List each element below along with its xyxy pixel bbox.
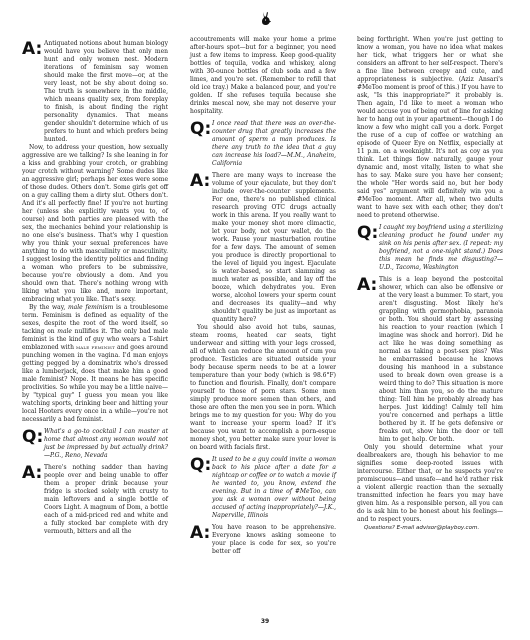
paragraph: You should also avoid hot tubs, saunas, steam rooms, heated car seats, tight underwear and sitting with your legs crossed, all of which can reduce the amount of cum you produce. Testicles are situated outside your body because sperm needs to be at a lower temperature than your body (which is 98.6°F) to function and flourish. Finally, don't compare yourself to those of porn stars. Some men simply produce more semen than others, and those are often the men you see in porn. Which brings me to my question for you: Why do you want to increase your sperm load? If it's because you want to accomplish a porn-esque money shot, you better make sure your lover is on board with facials first.: [190, 324, 336, 451]
answer-text: This is a leap beyond the postcoital shower, which can also be offensive or at the very least a bummer. To start, you aren't disgusting. Most likely he's grappling with germophobia, paranoia or both. You should start by assessing his reaction to your reaction (which I imagine was shock and horror). Did he act like he was doing something as normal as taking a post-sex piss? Was he embarrassed because he knows dousing his manhood in a substance used to break down oven grease is a weird thing to do? This situation is more about him than you, so do the mature thing: Tell him he probably already has herpes. Just kidding! Calmly tell him you're concerned and perhaps a little bothered by it. If he gets defensive or freaks out, show him the door or tell him to get help. Or both.: [379, 276, 503, 443]
answer-marker: A:: [190, 523, 211, 543]
question-text: It used to be a guy could invite a woman back to his place after a date for a nightcap or coffee or to watch a movie if he wanted to, you know, extend the evening. But in a time of #MeToo, can you ask a woman over without being accused of acting inappropriately?—J.K., Naperville, Illinois: [212, 456, 336, 519]
answer-block: [357, 276, 503, 444]
paragraph: being forthright. When you're just getting to know a woman, you have no idea what makes her tick, what triggers her or what she considers an affront to her self-respect. There's a fine line between creepy and cute, and appropriateness is subjective. (Aziz Ansari's #MeToo moment is proof of this.) If you have to ask, "Is this inappropriate?" it probably is. Then again, I'd like to meet a woman who would accuse you of being out of line for asking her to hang out in your apartment—though I do know a few who might call you a dork. Forget the ruse of a cup of coffee or watching an episode of Queer Eye on Netflix, especially at 11 p.m. on a weeknight. It's not as coy as you think. Let things flow naturally, gauge your dynamic and, most vitally, listen to what she has to say. Make sure you have her consent; the whole "Her words said no, but her body said yes" argument will definitely win you a #MeToo moment. After all, when two adults want to have sex with each other, they don't need to pretend otherwise.: [357, 36, 503, 219]
answer-block: [190, 172, 336, 324]
column-2: [190, 36, 336, 556]
question-block: [190, 120, 336, 168]
signoff: Questions? E-mail advisor@playboy.com.: [364, 525, 480, 531]
page-number: 39: [260, 618, 270, 625]
question-text: I caught my boyfriend using a sterilizing cleaning product he found under my sink on his penis after sex. (I repeat: my boyfriend, not a one-night stand.) Does this mean he finds me disgusting?—U.D., Tacoma, Washington: [379, 224, 503, 271]
answer-block: [22, 40, 168, 144]
playboy-bunny-logo: [0, 10, 530, 29]
question-text: What's a go-to cocktail I can master at home that almost any woman would not just be impressed by but actually drink?—P.G., Reno, Nevada: [44, 428, 168, 459]
answer-marker: A:: [22, 463, 43, 483]
question-marker: Q:: [22, 427, 44, 447]
paragraph: Now, to address your question, how sexually aggressive are we talking? Is she leaning in for a kiss and grabbing your crotch, or grabbing your crotch without warning? Some dudes like an aggressive girl; perhaps her exes were some of those dudes. Others don't. Some girls get off on a guy calling them a dirty slut. Others don't. And it's all perfectly fine! If you're not hurting her (unless she explicitly wants you to, of course) and both parties are pleased with the sex, the mechanics behind your relationship is no one else's business. That's why I question why you think your sexual preferences have anything to do with masculinity or masculinity. I suggest losing the identity politics and finding a woman who prefers to be submissive, because you're obviously a dom. And you should own that. There's nothing wrong with liking what you like and, more important, embracing what you like. That's sexy.: [22, 144, 168, 303]
question-marker: Q:: [357, 223, 379, 243]
answer-text: There are many ways to increase the volume of your ejaculate, but they don't include over-the-counter supplements. For one, there's no published clinical research proving OTC drugs actually work in this arena. If you really want to make your money shot more climactic, let your body, not your wallet, do the work. Pause your masturbation routine for a few days. The amount of semen you produce is directly proportional to the level of liquid you ingest. Ejaculate is water-based, so start slamming as much water as possible, and lay off the booze, which dehydrates you. Even worse, alcohol lowers your sperm count and decreases its quality—and why shouldn't quality be just as important as quantity here?: [212, 172, 336, 323]
answer-marker: A:: [22, 39, 43, 59]
answer-block: [22, 464, 168, 536]
column-3: [357, 36, 503, 532]
question-block: [22, 428, 168, 460]
paragraph: Only you should determine what your dealbreakers are, though his behavior to me signifies some deep-rooted issues with intercourse. Either that, or he suspects you're promiscuous—and unsafe—and he'd rather risk a violent allergic reaction than the sexually transmitted infection he fears you may have given him. As a responsible person, all you can do is ask him to be honest about his feelings—and to respect yours.: [357, 444, 503, 523]
answer-block: [190, 524, 336, 556]
paragraph: accoutrements will make your home a prime after-hours spot—but for a beginner, you need just a few items to impress. Keep good-quality bottles of tequila, vodka and whiskey, along with 30-ounce bottles of club soda and a few limes, and you're set. (Remember to refill that old ice tray.) Make a balanced pour, and you're golden. If she refuses tequila because she drinks mescal now, she may not deserve your hospitality.: [190, 36, 336, 115]
question-block: [357, 224, 503, 272]
question-marker: Q:: [190, 119, 212, 139]
answer-text: There's nothing sadder than having people over and being unable to offer them a proper drink because your fridge is stocked solely with crusty to main leftovers and a single bottle of Coors Light. A magnum of Dom, a bottle each of a mid-priced red and white and a fully stocked bar complete with dry vermouth, bitters and all the: [44, 464, 168, 535]
bunny-icon: [260, 12, 271, 25]
paragraph: By the way, male feminism is a troublesome term. Feminism is defined as equality of the sexes, despite the root of the word itself, so tacking on male nullifies it. The only bad male feminist is the kind of guy who wears a T-shirt emblazoned with male feminist and goes around punching women in the vagina. I'd man enjoys getting pegged by a dominatrix who's dressed like a lumberjack, does that make him a good male feminist? Nope. It means he has specific proclivities. So while you may be a little naive—by "typical guy" I guess you mean you like watching sports, drinking beer and hitting your local Hooters every once in a while—you're not necessarily a bad feminist.: [22, 304, 169, 423]
question-marker: Q:: [190, 455, 212, 475]
answer-marker: A:: [357, 275, 378, 295]
answer-text: You have reason to be apprehensive. Everyone knows asking someone to your place is code for sex, so you're better off: [212, 524, 336, 555]
question-text: I once read that there was an over-the-counter drug that greatly increases the amount of sperm a man produces. Is there any truth to the idea that a guy can increase his load?—M.M., Anaheim, California: [212, 120, 336, 167]
question-block: [190, 456, 336, 520]
answer-marker: A:: [190, 171, 211, 191]
column-1: [22, 36, 168, 536]
answer-text: Antiquated notions about human biology would have you believe that only men hunt and only women nest. Modern iterations of feminism say women should make the first move—or, at the very least, not be shy about doing so. The truth is somewhere in the middle, which means quality sex, from foreplay to finish, is about finding the right personality dynamics. That means gender shouldn't determine which of us prefers to hunt and which prefers being hunted.: [44, 40, 168, 143]
